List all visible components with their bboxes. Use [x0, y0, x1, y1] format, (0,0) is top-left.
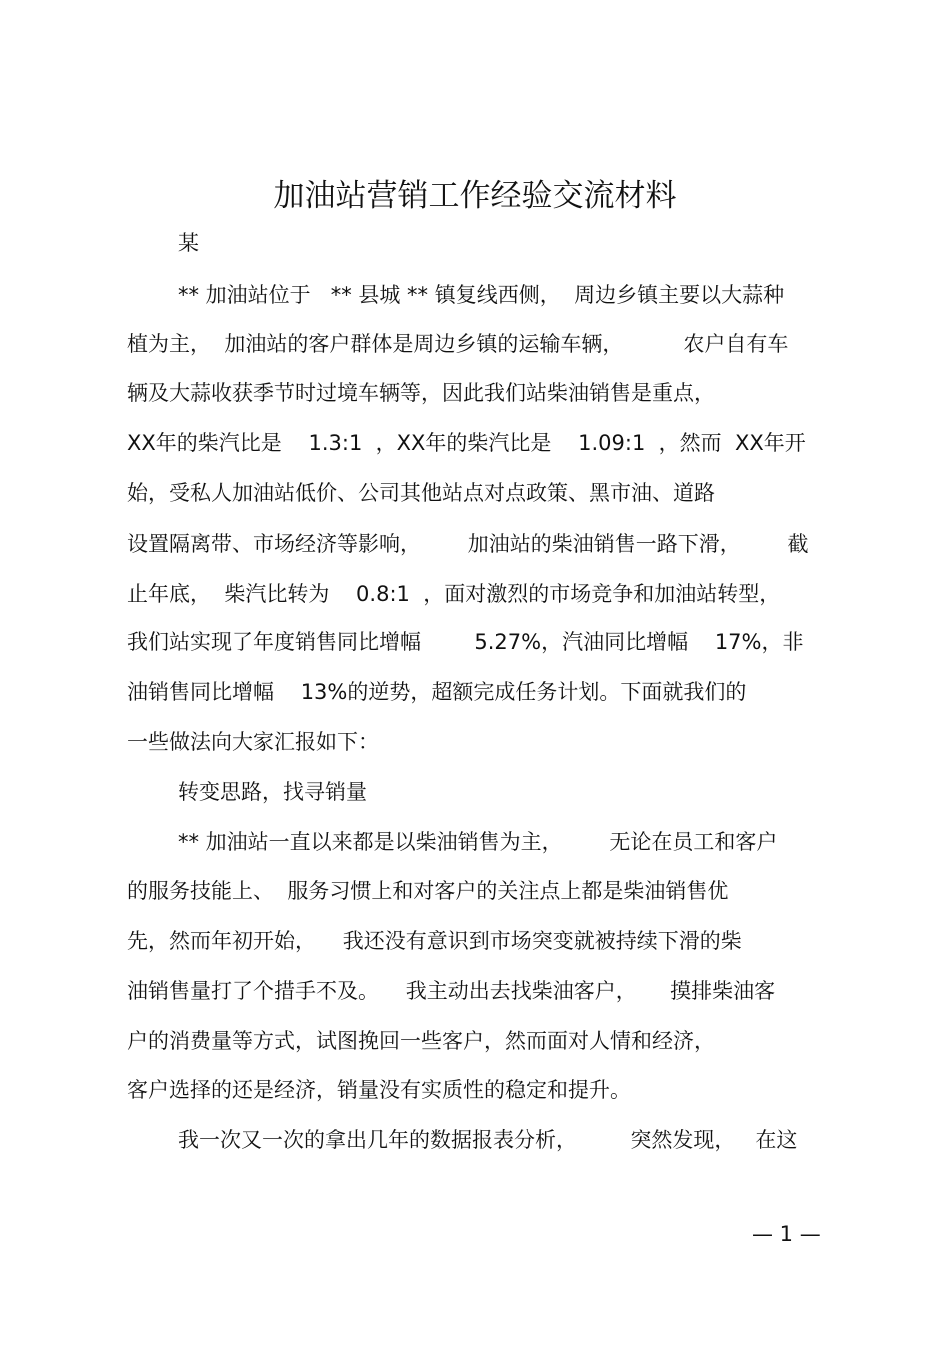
text-line: 我们站实现了年度销售同比增幅 5.27%，汽油同比增幅 17%，非: [127, 630, 804, 654]
text-line: 户的消费量等方式，试图挽回一些客户，然而面对人情和经济，: [127, 1029, 715, 1053]
text-line: XX年的柴汽比是 1.3:1 ，XX年的柴汽比是 1.09:1 ，然而 XX年开: [127, 431, 806, 455]
document-title: 加油站营销工作经验交流材料: [273, 178, 677, 214]
text-line: ** 加油站位于 ** 县城 ** 镇复线西侧， 周边乡镇主要以大蒜种: [178, 283, 785, 307]
section-heading: 转变思路，找寻销量: [178, 780, 367, 804]
text-line: 一些做法向大家汇报如下：: [127, 730, 379, 754]
text-line: 某: [178, 231, 199, 255]
text-line: 植为主， 加油站的客户群体是周边乡镇的运输车辆， 农户自有车: [127, 332, 789, 356]
text-line: ** 加油站一直以来都是以柴油销售为主， 无论在员工和客户: [178, 830, 778, 854]
text-line: 辆及大蒜收获季节时过境车辆等，因此我们站柴油销售是重点，: [127, 381, 715, 405]
text-line: 我一次又一次的拿出几年的数据报表分析， 突然发现， 在这: [178, 1128, 798, 1152]
text-line: 止年底， 柴汽比转为 0.8:1 ，面对激烈的市场竞争和加油站转型，: [127, 582, 781, 606]
text-line: 的服务技能上、 服务习惯上和对客户的关注点上都是柴油销售优: [127, 879, 729, 903]
text-line: 先，然而年初开始， 我还没有意识到市场突变就被持续下滑的柴: [127, 929, 742, 953]
text-line: 始，受私人加油站低价、公司其他站点对点政策、黑市油、道路: [127, 481, 715, 505]
text-line: 油销售量打了个措手不及。 我主动出去找柴油客户， 摸排柴油客: [127, 979, 776, 1003]
text-line: 客户选择的还是经济，销量没有实质性的稳定和提升。: [127, 1078, 631, 1102]
text-line: 油销售同比增幅 13%的逆势，超额完成任务计划。下面就我们的: [127, 680, 747, 704]
text-line: 设置隔离带、市场经济等影响， 加油站的柴油销售一路下滑， 截: [127, 532, 809, 556]
page-number: — 1 —: [752, 1222, 821, 1246]
